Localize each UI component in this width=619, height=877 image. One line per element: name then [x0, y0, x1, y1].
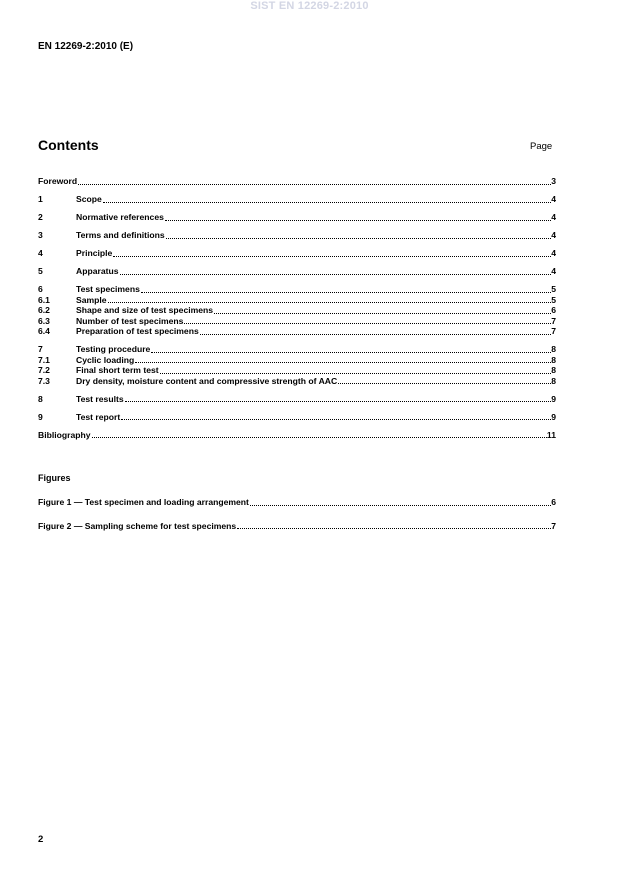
- toc-entry[interactable]: [38, 212, 556, 223]
- toc-entry-page: 8: [551, 375, 556, 386]
- toc-entry-title: Apparatus: [76, 266, 119, 276]
- toc-entry-page: 4: [551, 212, 556, 222]
- dot-leader: [120, 273, 552, 275]
- dot-leader: [338, 382, 551, 384]
- dot-leader: [184, 322, 551, 324]
- toc-entry-page: 5: [551, 294, 556, 305]
- dot-leader: [151, 351, 551, 353]
- toc-entry-title: Preparation of test specimens: [76, 326, 199, 336]
- toc-entry-page: 4: [551, 194, 556, 204]
- toc-entry[interactable]: [38, 412, 556, 423]
- toc-entry[interactable]: [38, 394, 556, 405]
- dot-leader: [135, 361, 551, 363]
- toc-entry-number: 6.2: [38, 305, 50, 315]
- toc-entry-title: Test specimens: [76, 284, 140, 294]
- toc-entry-page: 9: [551, 411, 556, 422]
- toc-entry-title: Test report: [76, 411, 121, 422]
- toc-entry-title: Scope: [76, 194, 102, 204]
- dot-leader: [125, 400, 552, 402]
- toc-entry-page: 6: [551, 305, 556, 315]
- figure-entry[interactable]: [38, 521, 556, 532]
- toc-entry-page: 8: [551, 365, 556, 375]
- page-column-label: Page: [530, 141, 553, 152]
- toc-entry-page: 4: [551, 230, 556, 240]
- toc-entry-number: 5: [38, 266, 43, 276]
- toc-entry[interactable]: [38, 355, 556, 366]
- toc-entry-number: 8: [38, 393, 43, 404]
- toc-entry[interactable]: [38, 365, 556, 376]
- document-id: EN 12269-2:2010 (E): [38, 41, 134, 52]
- toc-entry[interactable]: [38, 284, 556, 295]
- toc-entry-title: Foreword: [38, 176, 78, 186]
- dot-leader: [200, 333, 551, 335]
- toc-entry-number: 3: [38, 230, 43, 240]
- toc-entry-title: Bibliography: [38, 429, 91, 440]
- toc-entry[interactable]: [38, 176, 556, 187]
- toc-entry-page: 7: [551, 326, 556, 336]
- toc-entry-title: Dry density, moisture content and compressive strength of AAC: [76, 375, 338, 386]
- dot-leader: [113, 255, 551, 257]
- watermark: SIST EN 12269-2:2010: [250, 0, 369, 12]
- toc-entry-title: Sample: [76, 294, 107, 305]
- dot-leader: [103, 201, 551, 203]
- toc-entry[interactable]: [38, 230, 556, 241]
- toc-entry-number: 7: [38, 344, 43, 354]
- toc-entry-number: 1: [38, 194, 43, 204]
- dot-leader: [166, 237, 552, 239]
- dot-leader: [121, 418, 551, 420]
- toc-entry[interactable]: [38, 295, 556, 306]
- toc-entry-page: 4: [551, 248, 556, 258]
- toc-entry-title: Cyclic loading: [76, 354, 135, 365]
- toc-entry-number: 6.3: [38, 315, 50, 326]
- dot-leader: [160, 372, 552, 374]
- toc-entry-title: Terms and definitions: [76, 230, 165, 240]
- toc-entry[interactable]: [38, 430, 556, 441]
- toc-entry[interactable]: [38, 316, 556, 327]
- toc-entry-title: Testing procedure: [76, 344, 151, 354]
- toc-entry-title: Test results: [76, 393, 124, 404]
- toc-entry-number: 7.3: [38, 375, 50, 386]
- table-of-contents: [38, 176, 556, 440]
- toc-entry-title: Final short term test: [76, 365, 159, 375]
- toc-entry[interactable]: [38, 248, 556, 259]
- toc-entry-number: 6.4: [38, 326, 50, 336]
- toc-entry-number: 7.1: [38, 354, 50, 365]
- toc-entry-page: 4: [551, 266, 556, 276]
- dot-leader: [92, 436, 547, 438]
- toc-entry[interactable]: [38, 266, 556, 277]
- dot-leader: [78, 183, 551, 185]
- dot-leader: [108, 301, 552, 303]
- figure-entry[interactable]: [38, 497, 556, 508]
- toc-entry[interactable]: [38, 376, 556, 387]
- dot-leader: [250, 504, 551, 506]
- figure-entry-title: Figure 2 — Sampling scheme for test specimens: [38, 520, 237, 531]
- toc-entry-title: Shape and size of test specimens: [76, 305, 214, 315]
- figures-heading: Figures: [38, 473, 71, 483]
- figure-entry-title: Figure 1 — Test specimen and loading arrangement: [38, 497, 249, 507]
- dot-leader: [237, 527, 551, 529]
- toc-entry-title: Number of test specimens: [76, 315, 184, 326]
- contents-title: Contents: [38, 137, 99, 153]
- toc-entry[interactable]: [38, 326, 556, 337]
- toc-entry[interactable]: [38, 194, 556, 205]
- list-of-figures: [38, 497, 556, 544]
- dot-leader: [165, 219, 551, 221]
- page-number: 2: [38, 834, 44, 845]
- toc-entry-page: 7: [551, 315, 556, 326]
- toc-entry-page: 11: [546, 429, 556, 440]
- toc-entry-number: 6.1: [38, 294, 50, 305]
- toc-entry-title: Normative references: [76, 212, 164, 222]
- figure-entry-page: 7: [551, 520, 556, 531]
- toc-entry[interactable]: [38, 305, 556, 316]
- toc-entry-number: 4: [38, 248, 43, 258]
- figure-entry-page: 6: [551, 497, 556, 507]
- toc-entry-number: 9: [38, 411, 43, 422]
- dot-leader: [214, 312, 551, 314]
- toc-entry-page: 8: [551, 354, 556, 365]
- toc-entry-page: 9: [551, 393, 556, 404]
- toc-entry-number: 2: [38, 212, 43, 222]
- dot-leader: [141, 291, 551, 293]
- toc-entry-page: 8: [551, 344, 556, 354]
- toc-entry-number: 7.2: [38, 365, 50, 375]
- toc-entry[interactable]: [38, 344, 556, 355]
- toc-entry-title: Principle: [76, 248, 113, 258]
- toc-entry-page: 3: [551, 176, 556, 186]
- toc-entry-number: 6: [38, 284, 43, 294]
- toc-entry-page: 5: [551, 284, 556, 294]
